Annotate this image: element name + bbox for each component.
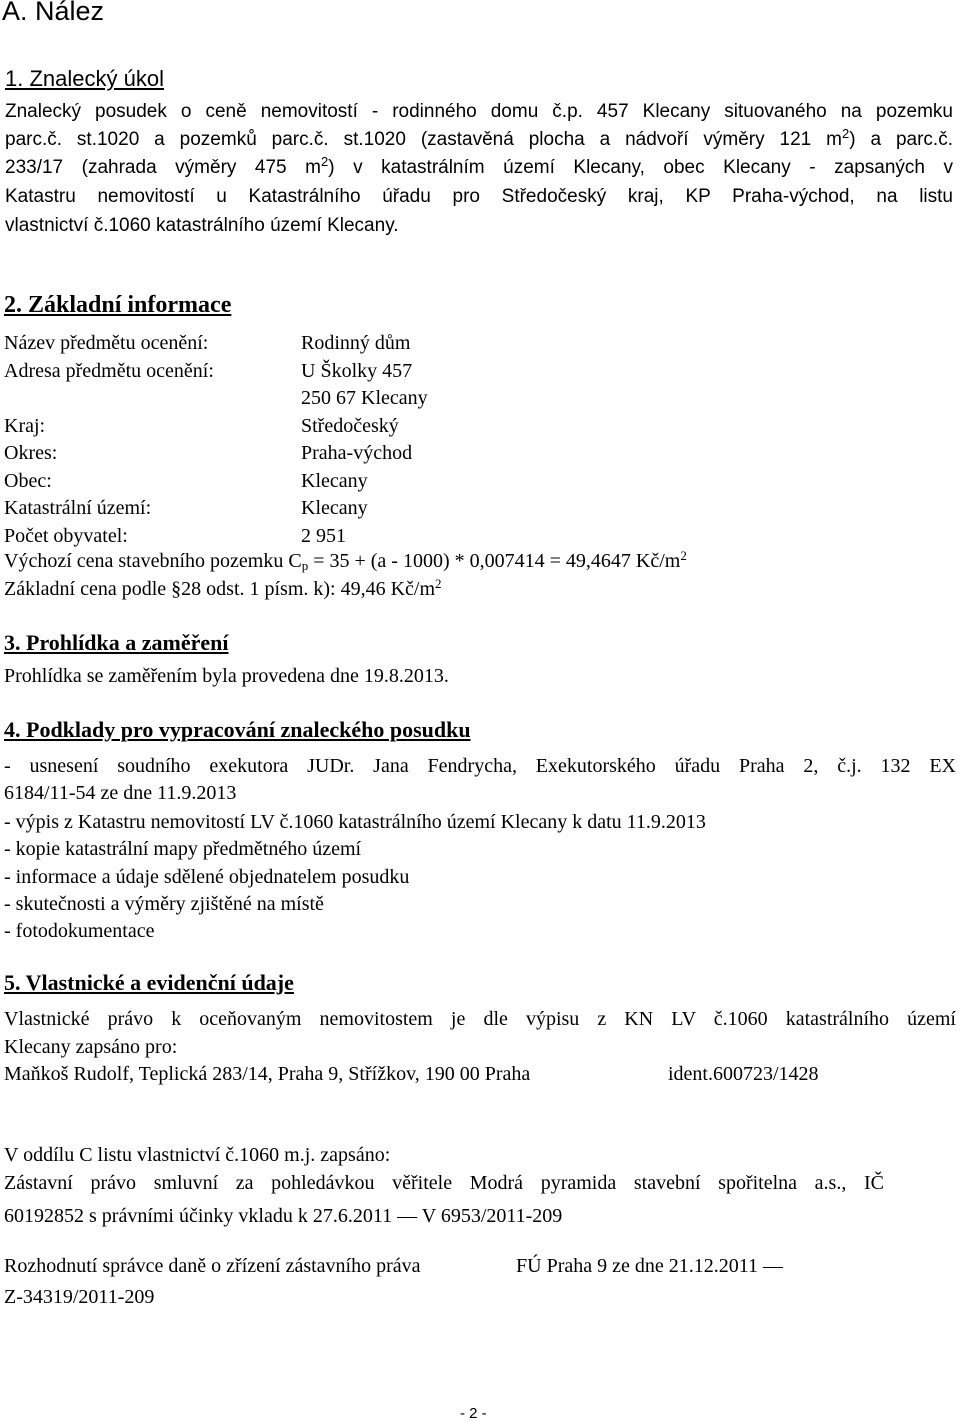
info-value: Praha-východ — [301, 442, 413, 464]
info-value: 2 951 — [301, 524, 346, 547]
source-item-1-line-2: 6184/11-54 ze dne 11.9.2013 — [4, 782, 237, 804]
section-1-title — [5, 66, 164, 92]
base-price-b: 28 odst. 1 písm. k): 49,46 Kč/m — [181, 578, 436, 600]
info-value: Rodinný dům — [301, 332, 411, 354]
owner-id: ident.600723/1428 — [668, 1063, 819, 1085]
info-label: Katastrální území: — [4, 497, 152, 519]
task-line-4: Katastru nemovitostí u Katastrálního úřadu pro Středočeský kraj, KP Praha-východ, na listu — [5, 186, 953, 207]
info-label: Název předmětu ocenění: — [4, 332, 209, 354]
task-line-2 — [5, 126, 953, 151]
owner-name: Maňkoš Rudolf, Teplická 283/14, Praha 9, Střížkov, 190 00 Praha — [4, 1063, 531, 1085]
task-line-3-a: 233/17 (zahrada výměry 475 m — [5, 157, 321, 178]
decision-line-1-a: Rozhodnutí správce daně o zřízení zástavního práva — [4, 1255, 421, 1277]
source-item: - skutečnosti a výměry zjištěné na místě — [4, 892, 324, 915]
info-label — [4, 385, 214, 413]
lien-line-1: Zástavní právo smluvní za pohledávkou věřitele Modrá pyramida stavební spořitelna a.s., IČ — [4, 1172, 884, 1194]
source-item-1-line-1: - usnesení soudního exekutora JUDr. Jana Fendrycha, Exekutorského úřadu Praha 2, č.j. 132 EX — [4, 755, 956, 777]
land-price-a: Výchozí cena stavebního pozemku C — [4, 550, 302, 572]
source-item: - fotodokumentace — [4, 920, 155, 943]
task-line-3-sup: 2 — [321, 154, 329, 169]
task-line-3-b: ) v katastrálním území Klecany, obec Klecany - zapsaných v — [328, 157, 954, 178]
task-line-5: vlastnictví č.1060 katastrálního území Klecany. — [5, 215, 399, 236]
source-list — [4, 809, 706, 945]
info-value: U Školky 457 — [301, 359, 413, 382]
land-price-sup: 2 — [680, 548, 687, 563]
info-value: Klecany — [301, 469, 368, 492]
info-label: Počet obyvatel: — [4, 524, 128, 547]
info-label: Kraj: — [4, 414, 46, 437]
ownership-line-2: Klecany zapsáno pro: — [4, 1036, 178, 1058]
source-item: - kopie katastrální mapy předmětného území — [4, 838, 362, 861]
land-price-b: = 35 + (a - 1000) * 0,007414 = 49,4647 Kč/m — [308, 550, 681, 572]
ownership-line-1: Vlastnické právo k oceňovaným nemovitostem je dle výpisu z KN LV č.1060 katastrálního území — [4, 1008, 956, 1030]
base-price — [4, 578, 442, 601]
decision-line-1-b: FÚ Praha 9 ze dne 21.12.2011 — — [516, 1255, 783, 1277]
section-4-title: 4. Podklady pro vypracování znaleckého posudku — [4, 717, 471, 742]
task-line-3 — [5, 154, 954, 179]
section-sign: § — [171, 578, 182, 600]
source-item: - výpis z Katastru nemovitostí LV č.1060 katastrálního území Klecany k datu 11.9.2013 — [4, 811, 706, 833]
section-c-header: V oddílu C listu vlastnictví č.1060 m.j. zapsáno: — [4, 1144, 391, 1166]
info-label: Okres: — [4, 442, 58, 464]
land-price-formula — [4, 550, 687, 573]
info-value: Středočeský — [301, 414, 399, 437]
task-line-2-b: ) a parc.č. — [849, 129, 953, 150]
info-value: Klecany — [301, 497, 368, 519]
info-label: Obec: — [4, 469, 52, 492]
land-price-sub: p — [301, 558, 309, 573]
inspection-text: Prohlídka se zaměřením byla provedena dne 19.8.2013. — [4, 665, 449, 687]
source-item: - informace a údaje sdělené objednatelem posudku — [4, 865, 410, 888]
base-price-a: Základní cena podle — [4, 578, 172, 600]
section-1-title-text: 1. Znalecký úkol — [5, 66, 164, 91]
info-value: 250 67 Klecany — [301, 387, 428, 409]
lien-line-2: 60192852 s právními účinky vkladu k 27.6.2011 — V 6953/2011-209 — [4, 1205, 563, 1227]
section-5-title: 5. Vlastnické a evidenční údaje — [4, 970, 294, 995]
task-line-2-sup: 2 — [842, 126, 850, 141]
section-2-title: 2. Základní informace — [4, 292, 232, 318]
base-price-sup: 2 — [435, 576, 442, 591]
decision-line-2: Z-34319/2011-209 — [4, 1286, 155, 1308]
task-line-1: Znalecký posudek o ceně nemovitostí - rodinného domu č.p. 457 Klecany situovaného na pozemku — [5, 101, 953, 122]
info-label: Adresa předmětu ocenění: — [4, 359, 214, 382]
info-labels — [4, 330, 214, 550]
info-values — [301, 330, 428, 550]
document-heading: A. Nález — [2, 0, 105, 26]
task-line-2-a: parc.č. st.1020 a pozemků parc.č. st.1020 (zastavěná plocha a nádvoří výměry 121 m — [5, 129, 842, 150]
page-number: - 2 - — [460, 1405, 487, 1422]
section-3-title: 3. Prohlídka a zaměření — [4, 630, 229, 655]
